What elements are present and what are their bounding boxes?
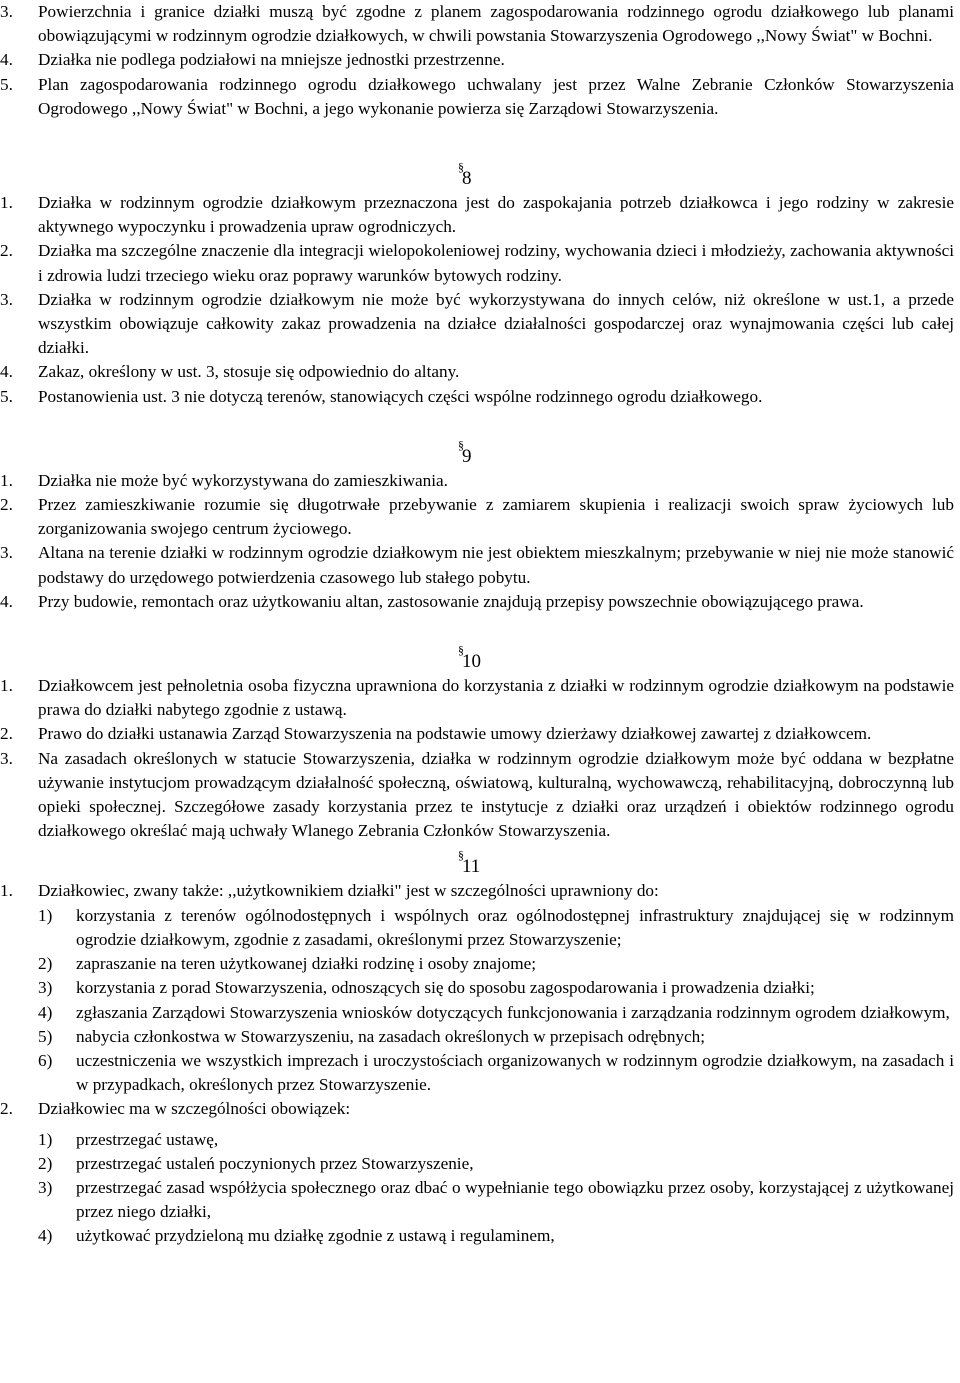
- item-number: 1.: [0, 193, 13, 213]
- section-number: 10: [462, 651, 481, 673]
- sub-item-number: 1): [38, 905, 53, 925]
- sub-item-text: przestrzegać ustaleń poczynionych przez Stowarzyszenie,: [76, 1153, 474, 1173]
- section-11: [0, 848, 960, 1248]
- item-number: 1.: [0, 470, 13, 490]
- sub-item-number: 2): [38, 954, 53, 974]
- item-text: Plan zagospodarowania rodzinnego ogrodu działkowego uchwalany jest przez Walne Zebranie Członków Stowarzyszenia Ogrodowego ,,Nowy Świat" w Bochni, a jego wykonanie powierza się Zarządowi Stowarzyszenia.: [38, 74, 954, 118]
- item-number: 2.: [0, 724, 13, 744]
- item-text: Działka w rodzinnym ogrodzie działkowym nie może być wykorzystywana do innych celów, niż określone w ust.1, a przede wszystkim obowiązuje całkowity zakaz prowadzenia na działce działalności gospodarczej oraz wynajmowania części lub całej działki.: [38, 289, 954, 358]
- item-text: Działka nie podlega podziałowi na mniejsze jednostki przestrzenne.: [38, 50, 505, 70]
- sub-list-item: [0, 904, 960, 952]
- list-item: [0, 747, 960, 844]
- sub-item-text: korzystania z terenów ogólnodostępnych i wspólnych oraz ogólnodostępnej infrastruktury znajdującej się w rodzinnym ogrodzie działkowym, zgodnie z zasadami, określonymi przez Stowarzyszenie;: [76, 905, 954, 949]
- section-9: [0, 437, 960, 614]
- item-text: Przy budowie, remontach oraz użytkowaniu altan, zastosowanie znajdują przepisy powszechnie obowiązującego prawa.: [38, 591, 864, 611]
- sub-list-item: [0, 1001, 960, 1025]
- list-item: [0, 590, 960, 614]
- list-item: [0, 541, 960, 589]
- sub-item-number: 6): [38, 1050, 53, 1070]
- list-item: [0, 385, 960, 409]
- section-heading: [0, 643, 960, 674]
- section-7-continuation: [0, 0, 960, 121]
- list-item: [0, 191, 960, 239]
- item-text: Działka w rodzinnym ogrodzie działkowym przeznaczona jest do zaspokajania potrzeb działkowca i jego rodziny w zakresie aktywnego wypoczynku i prowadzenia upraw ogrodniczych.: [38, 193, 954, 237]
- item-number: 4.: [0, 591, 13, 611]
- list-item: [0, 469, 960, 493]
- section-heading: [0, 437, 960, 469]
- sub-item-number: 4): [38, 1002, 53, 1022]
- item-text: Działkowcem jest pełnoletnia osoba fizyczna uprawniona do korzystania z działki w rodzinnym ogrodzie działkowym na podstawie prawa do działki nabytego zgodnie z ustawą.: [38, 676, 954, 720]
- item-text: Prawo do działki ustanawia Zarząd Stowarzyszenia na podstawie umowy dzierżawy działkowej zawartej z działkowcem.: [38, 724, 872, 744]
- sub-list-item: [0, 952, 960, 976]
- item-text: Altana na terenie działki w rodzinnym ogrodzie działkowym nie jest obiektem mieszkalnym; przebywanie w niej nie może stanowić podstawy do urzędowego potwierdzenia czasowego lub stałego pobytu.: [38, 543, 954, 587]
- section-10: [0, 643, 960, 843]
- sub-item-text: nabycia członkostwa w Stowarzyszeniu, na zasadach określonych w przepisach odrębnych;: [76, 1026, 706, 1046]
- paragraph-sign-icon: §: [458, 160, 464, 175]
- sub-item-number: 2): [38, 1153, 53, 1173]
- item-number: 1.: [0, 881, 13, 901]
- sub-item-text: przestrzegać zasad współżycia społecznego oraz dbać o wypełnianie tego obowiązku przez osoby, korzystającej z użytkowanej przez niego działki,: [76, 1177, 954, 1222]
- list-item: [0, 73, 960, 121]
- item-text: Przez zamieszkiwanie rozumie się długotrwałe przebywanie z zamiarem skupienia i realizacji swoich spraw życiowych lub zorganizowania swojego centrum życiowego.: [38, 495, 954, 539]
- item-text: Działka ma szczególne znaczenie dla integracji wielopokoleniowej rodziny, wychowania dzieci i młodzieży, zachowania aktywności i zdrowia ludzi trzeciego wieku oraz poprawy warunków bytowych rodziny.: [38, 241, 954, 285]
- item-number: 1.: [0, 676, 13, 696]
- sub-item-text: przestrzegać ustawę,: [76, 1129, 219, 1149]
- paragraph-sign-icon: §: [458, 848, 464, 863]
- item-number: 2.: [0, 1099, 13, 1119]
- item-number: 4.: [0, 50, 13, 70]
- sub-item-text: zapraszanie na teren użytkowanej działki rodzinę i osoby znajome;: [76, 954, 537, 974]
- sub-list-item: [0, 1176, 960, 1224]
- item-text: Na zasadach określonych w statucie Stowarzyszenia, działka w rodzinnym ogrodzie działkowym może być oddana w bezpłatne używanie instytucjom prowadzącym działalność społeczną, oświatową, kulturalną, wychowawczą, rehabilitacyjną, dobroczynną lub opieki społecznej. Szczegółowe zasady korzystania przez te instytucje z działki oraz urządzeń i obiektów rodzinnego ogrodu działkowego określać mają uchwały Wlanego Zebrania Członków Stowarzyszenia.: [38, 748, 954, 841]
- list-item: [0, 360, 960, 384]
- sub-item-number: 1): [38, 1129, 53, 1149]
- list-item: [0, 0, 960, 48]
- sub-item-number: 3): [38, 978, 53, 998]
- list-item: [0, 288, 960, 361]
- list-item: [0, 48, 960, 72]
- item-text: Działkowiec, zwany także: ,,użytkownikiem działki" jest w szczególności uprawniony do:: [38, 881, 659, 901]
- item-text: Powierzchnia i granice działki muszą być zgodne z planem zagospodarowania rodzinnego ogrodu działkowego lub planami obowiązującymi w rodzinnym ogrodzie działkowych, w chwili powstania Stowarzyszenia Ogrodowego ,,Nowy Świat" w Bochni.: [38, 2, 954, 46]
- item-number: 3.: [0, 748, 13, 768]
- paragraph-sign-icon: §: [458, 643, 464, 658]
- item-number: 3.: [0, 2, 13, 21]
- item-text: Postanowienia ust. 3 nie dotyczą terenów, stanowiących części wspólne rodzinnego ogrodu działkowego.: [38, 386, 763, 406]
- item-number: 5.: [0, 386, 13, 406]
- sub-item-number: 5): [38, 1026, 53, 1046]
- section-number: 8: [462, 168, 472, 190]
- sub-item-number: 4): [38, 1226, 53, 1246]
- sub-item-text: zgłaszania Zarządowi Stowarzyszenia wniosków dotyczących funkcjonowania i zarządzania rodzinnym ogrodem działkowym,: [76, 1002, 950, 1022]
- item-text: Działka nie może być wykorzystywana do zamieszkiwania.: [38, 470, 448, 490]
- sub-list-item: [0, 976, 960, 1000]
- sub-list-item: [0, 1025, 960, 1049]
- sub-item-text: korzystania z porad Stowarzyszenia, odnoszących się do sposobu zagospodarowania i prowadzenia działki;: [76, 978, 815, 998]
- item-number: 5.: [0, 74, 13, 94]
- section-heading: [0, 160, 960, 191]
- list-item: [0, 722, 960, 746]
- paragraph-sign-icon: §: [458, 437, 464, 452]
- sub-list-item: [0, 1224, 960, 1248]
- list-item: [0, 1097, 960, 1121]
- sub-item-number: 3): [38, 1177, 53, 1197]
- item-number: 2.: [0, 495, 13, 515]
- item-text: Zakaz, określony w ust. 3, stosuje się odpowiednio do altany.: [38, 362, 460, 382]
- sub-list-item: [0, 1049, 960, 1097]
- sub-list-item: [0, 1128, 960, 1152]
- section-number: 9: [462, 445, 472, 467]
- list-item: [0, 674, 960, 722]
- item-text: Działkowiec ma w szczególności obowiązek:: [38, 1099, 351, 1119]
- sub-item-text: uczestniczenia we wszystkich imprezach i uroczystościach organizowanych w rodzinnym ogrodzie działkowym, na zasadach i w przypadkach, określonych przez Stowarzyszenie.: [76, 1050, 954, 1095]
- sub-list-item: [0, 1152, 960, 1176]
- section-heading: [0, 848, 960, 879]
- item-number: 3.: [0, 289, 13, 309]
- sub-item-text: użytkować przydzieloną mu działkę zgodnie z ustawą i regulaminem,: [76, 1226, 555, 1246]
- list-item: [0, 879, 960, 903]
- section-8: [0, 160, 960, 409]
- item-number: 3.: [0, 543, 13, 563]
- section-number: 11: [462, 856, 481, 878]
- list-item: [0, 239, 960, 287]
- item-number: 4.: [0, 362, 13, 382]
- item-number: 2.: [0, 241, 13, 261]
- list-item: [0, 493, 960, 541]
